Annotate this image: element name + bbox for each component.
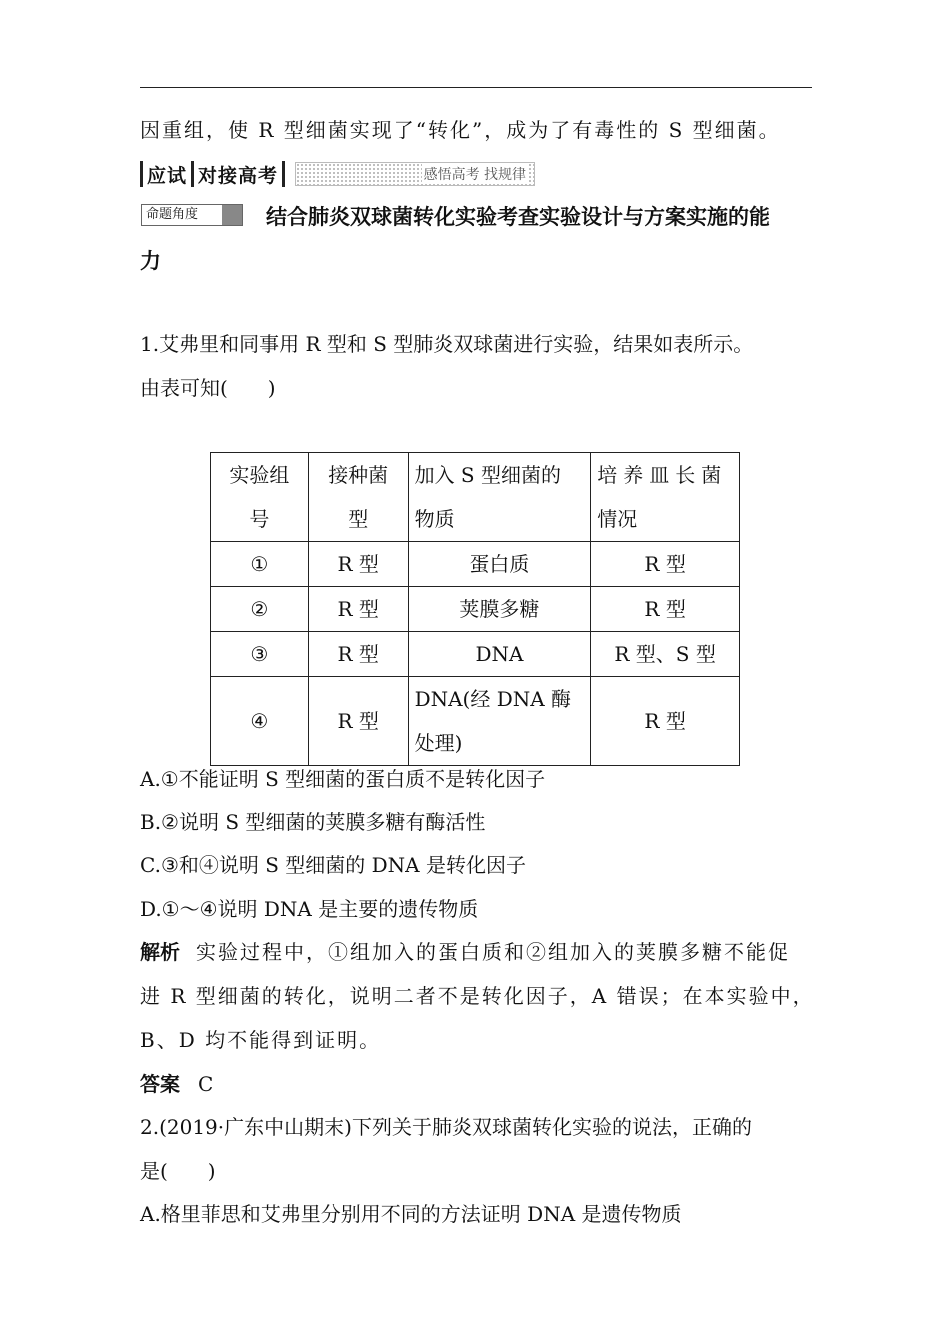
table-cell: R 型 [591,587,740,632]
header-line: 物质 [414,507,455,531]
analysis-line1 [140,938,790,966]
table-cell: R 型 [308,632,408,677]
section-heading-line1: 结合肺炎双球菌转化实验考查实验设计与方案实施的能 [266,205,770,229]
angle-tag-block [222,205,242,225]
q2-option-a: A.格里菲思和艾弗里分别用不同的方法证明 DNA 是遗传物质 [140,1202,682,1226]
table-header-row [211,453,740,542]
table-header-cell [308,453,408,542]
angle-tag-label: 命题角度 [146,207,199,222]
banner-dotted-box [295,162,535,186]
header-line: 号 [249,507,270,531]
analysis-line3: B、D 均不能得到证明。 [140,1028,382,1052]
header-line: 接种菌 [328,463,389,487]
cell-line: 处理) [414,731,463,755]
table-cell: R 型 [591,677,740,766]
angle-tag [141,204,243,226]
q1-stem-line1: 1.艾弗里和同事用 R 型和 S 型肺炎双球菌进行实验，结果如表所示。 [140,332,754,356]
table-cell: R 型、S 型 [591,632,740,677]
table-header-cell [408,453,591,542]
header-line: 型 [348,507,369,531]
header-line: 培养皿长菌 [597,463,728,487]
q1-option-d: D.①～④说明 DNA 是主要的遗传物质 [140,897,479,921]
q1-option-a: A.①不能证明 S 型细菌的蛋白质不是转化因子 [140,767,546,791]
q1-option-b: B.②说明 S 型细菌的荚膜多糖有酶活性 [140,810,486,834]
table-header-cell [211,453,309,542]
table-cell: R 型 [308,587,408,632]
analysis-line2: 进 R 型细菌的转化，说明二者不是转化因子，A 错误；在本实验中， [140,984,815,1008]
banner-left: 应试 [147,164,188,187]
table-cell: R 型 [308,542,408,587]
q1-stem-line2: 由表可知( ) [140,376,276,400]
table-cell: ③ [211,632,309,677]
table-cell: 蛋白质 [408,542,591,587]
table-cell: ② [211,587,309,632]
banner-separator [282,161,285,187]
continued-text: 因重组，使 R 型细菌实现了“转化”，成为了有毒性的 S 型细菌。 [140,118,781,142]
header-line: 加入 S 型细菌的 [414,463,561,487]
table-header-cell [591,453,740,542]
analysis-text: 实验过程中，①组加入的蛋白质和②组加入的荚膜多糖不能促 [196,940,790,964]
table-cell [408,677,591,766]
q1-option-c: C.③和④说明 S 型细菌的 DNA 是转化因子 [140,853,526,877]
top-rule [140,87,812,88]
banner-right: 对接高考 [198,164,279,187]
q2-stem-line2: 是( ) [140,1159,216,1183]
table-row [211,632,740,677]
table-cell: R 型 [591,542,740,587]
experiment-table [210,452,740,766]
header-line: 实验组 [229,463,290,487]
table-cell: DNA [408,632,591,677]
table-row [211,542,740,587]
banner-tag: 感悟高考 找规律 [422,164,528,184]
banner-bar [140,161,143,187]
table-cell: R 型 [308,677,408,766]
q2-stem-line1: 2.(2019·广东中山期末)下列关于肺炎双球菌转化实验的说法，正确的 [140,1115,752,1139]
section-heading-line2: 力 [140,249,161,273]
header-line: 情况 [597,507,638,531]
table-cell: 荚膜多糖 [408,587,591,632]
table-row [211,677,740,766]
analysis-label: 解析 [140,940,180,964]
answer-label: 答案 [140,1072,180,1096]
banner-separator [191,161,194,187]
table-cell: ④ [211,677,309,766]
section-banner [140,160,535,188]
cell-line: DNA(经 DNA 酶 [414,687,572,711]
table-cell: ① [211,542,309,587]
answer-line [140,1070,213,1098]
answer-value: C [198,1072,214,1096]
table-row [211,587,740,632]
